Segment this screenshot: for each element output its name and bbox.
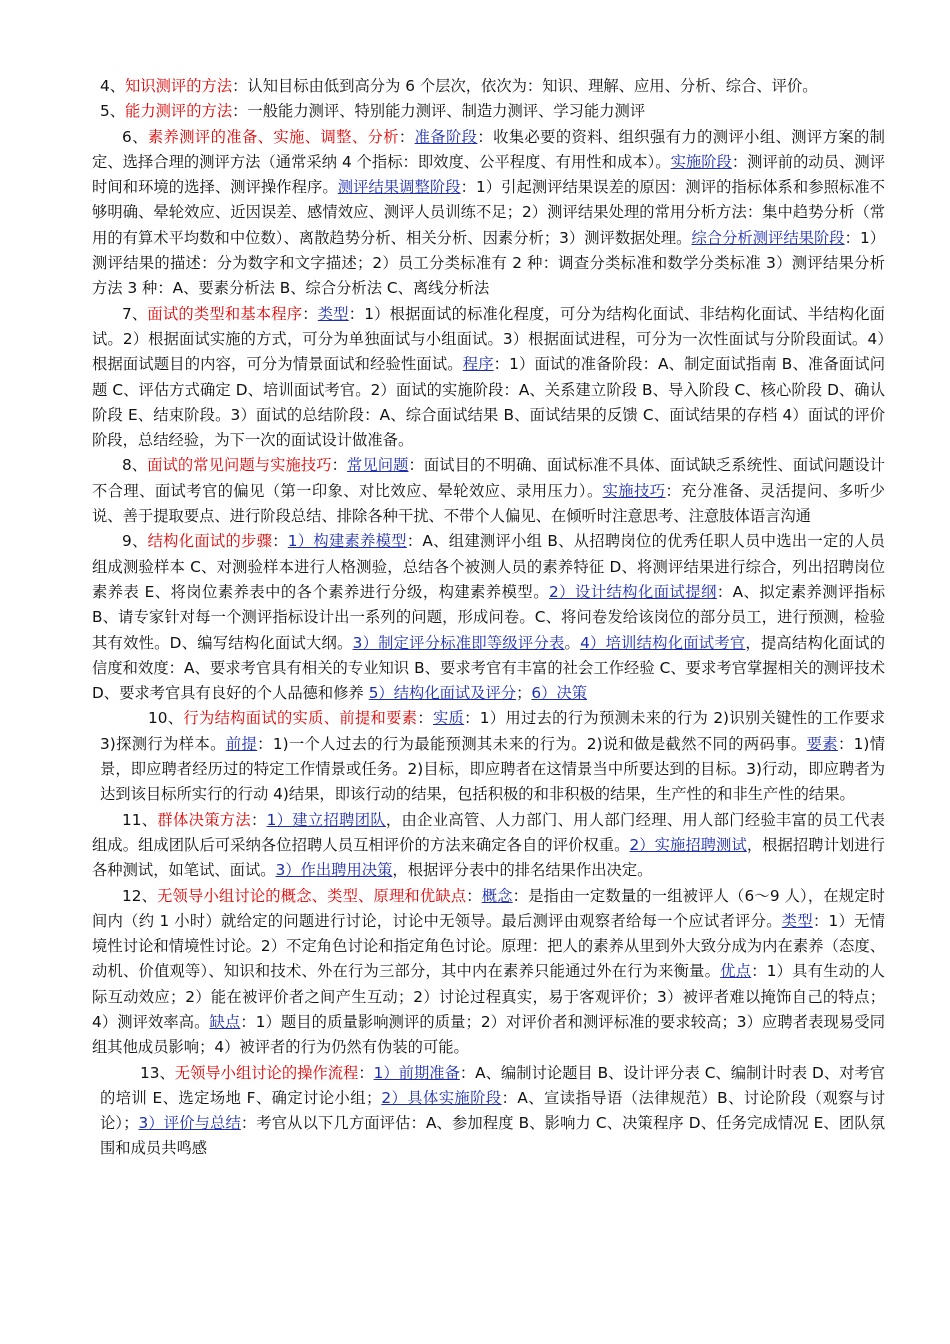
item-number: 10、 <box>148 709 184 728</box>
body-text: ： <box>302 304 318 323</box>
body-text: ：1)一个人过去的行为最能预测其未来的行为。2)说和做是截然不同的两码事。 <box>257 734 807 753</box>
item-number: 4、 <box>100 77 126 95</box>
item-title: 面试的常见问题与实施技巧 <box>147 456 332 475</box>
section-link[interactable]: 准备阶段 <box>414 127 478 146</box>
section-link[interactable]: 2）具体实施阶段 <box>381 1088 502 1107</box>
body-text: ：1）引起测评结果误差的原因：测评的指标体系和参照标准不够明确、晕轮效应、近因误差、感情效应、测评人员训练不足；2）测评结果处理的常用分析方法：集中趋势分析（常用的有算术平均数和中位数）、离散趋势分析、相关分析、因素分析；3）测评数据处理。 <box>92 178 885 247</box>
body-text: ：考官从以下几方面评估：A、参加程度 B、影响力 C、决策程序 D、任务完成情况 E、团队氛围和成员共鸣感 <box>100 1114 885 1158</box>
item-title: 能力测评的方法 <box>125 102 233 121</box>
item-number: 12、 <box>122 886 158 905</box>
body-text: ：A、宣读指导语（法律规范）B、讨论阶段（观察与讨论）； <box>100 1088 886 1133</box>
body-text: ：1）题目的质量影响测评的质量；2）对评价者和测评标准的要求较高；3）应聘者表现易受同组其他成员影响；4）被评者的行为仍然有伪装的可能。 <box>92 1012 885 1057</box>
item-5 <box>92 99 885 124</box>
document-page <box>92 74 885 1162</box>
body-text: ，根据评分表中的排名结果作出决定。 <box>392 861 653 880</box>
item-title: 素养测评的准备、实施、调整、分析 <box>147 127 399 146</box>
body-text: ：收集必要的资料、组织强有力的测评小组、测评方案的制定、选择合理的测评方法（通常采纳 4 个指标：即效度、公平程度、有用性和成本）。 <box>92 127 885 171</box>
item-4 <box>92 74 885 99</box>
body-text: ：是指由一定数量的一组被评人（6～9 人），在规定时间内（约 1 小时）就给定的问题进行讨论，讨论中无领导。最后测评由观察者给每一个应试者评分。 <box>92 886 885 930</box>
body-text: ：认知目标由低到高分为 6 个层次，依次为：知识、理解、应用、分析、综合、评价。 <box>232 77 818 95</box>
section-link[interactable]: 3）作出聘用决策 <box>275 861 393 880</box>
body-text: ：A、拟定素养测评指标 B、请专家针对每一个测评指标设计出一系列的问题，形成问卷。C、将问卷发给该岗位的部分员工，进行预测，检验其有效性。D、编写结构化面试大纲。 <box>92 582 886 652</box>
section-link[interactable]: 1）构建素养模型 <box>287 532 407 551</box>
body-text: ：1)情景，即应聘者经历过的特定工作情景或任务。2)目标，即应聘者在这情景当中所要达到的目标。3)行动，即应聘者为达到该目标所实行的行动 4)结果，即该行动的结果，包括积极的和非积极的结果，生产性的和非生产性的结果。 <box>100 734 886 804</box>
section-link[interactable]: 2）实施招聘测试 <box>629 835 747 854</box>
item-number: 7、 <box>122 304 148 323</box>
body-text: ，根据招聘计划进行各种测试，如笔试、面试。 <box>92 835 885 880</box>
body-text: ：A、组建测评小组 B、从招聘岗位的优秀任职人员中选出一定的人员组成测验样本 C、对测验样本进行人格测验，总结各个被测人员的素养特征 D、将测评结果进行综合，列出招聘岗位素养表 E、将岗位素养表中的各个素养进行分级，构建素养模型。 <box>92 532 885 601</box>
item-12 <box>92 884 885 1061</box>
body-text: ： <box>251 810 267 829</box>
section-link[interactable]: 6）决策 <box>531 684 588 703</box>
section-link[interactable]: 3）评价与总结 <box>138 1114 241 1133</box>
section-link[interactable]: 5）结构化面试及评分 <box>368 684 517 703</box>
item-number: 11、 <box>122 810 158 829</box>
section-link[interactable]: 程序 <box>462 355 494 374</box>
body-text: ： <box>272 532 288 551</box>
item-title: 面试的类型和基本程序 <box>147 304 303 323</box>
body-text: ； <box>516 684 532 703</box>
section-link[interactable]: 综合分析测评结果阶段 <box>691 228 845 247</box>
item-8 <box>92 453 885 529</box>
item-11 <box>92 808 885 884</box>
body-text: ：1）面试的准备阶段：A、制定面试指南 B、准备面试问题 C、评估方式确定 D、培训面试考官。2）面试的实施阶段：A、关系建立阶段 B、导入阶段 C、核心阶段 D、确认阶段 E、结束阶段。3）面试的总结阶段：A、综合面试结果 B、面试结果的反馈 C、面试结果的存档 4）面试的评价阶段，总结经验，为下一次的面试设计做准备。 <box>92 355 885 450</box>
section-link[interactable]: 1）建立招聘团队 <box>266 810 386 829</box>
section-link[interactable]: 常见问题 <box>347 456 409 475</box>
section-link[interactable]: 类型 <box>781 911 813 930</box>
item-title: 群体决策方法 <box>157 810 252 829</box>
item-10 <box>92 706 885 807</box>
body-text: 。 <box>564 633 581 652</box>
section-link[interactable]: 前提 <box>225 734 258 753</box>
section-link[interactable]: 类型 <box>317 304 349 323</box>
section-link[interactable]: 要素 <box>806 734 838 753</box>
item-title: 无领导小组讨论的操作流程 <box>174 1063 359 1082</box>
section-link[interactable]: 3）制定评分标准即等级评分表 <box>352 633 565 652</box>
body-text: ：一般能力测评、特别能力测评、制造力测评、学习能力测评 <box>232 102 646 121</box>
item-9 <box>92 529 885 706</box>
body-text: ，由企业高管、人力部门、用人部门经理、用人部门经验丰富的员工代表组成。组成团队后可采纳各位招聘人员互相评价的方法来确定各自的评价权重。 <box>92 810 885 854</box>
body-text: ，提高结构化面试的信度和效度：A、要求考官具有相关的专业知识 B、要求考官有丰富的社会工作经验 C、要求考官掌握相关的测评技术 D、要求考官具有良好的个人品德和修养 <box>92 633 885 703</box>
section-link[interactable]: 测评结果调整阶段 <box>337 178 461 197</box>
item-title: 行为结构面试的实质、前提和要素 <box>183 709 418 728</box>
section-link[interactable]: 缺点 <box>209 1012 241 1031</box>
body-text: ：A、编制讨论题目 B、设计评分表 C、编制计时表 D、对考官的培训 E、选定场地 F、确定讨论小组； <box>100 1063 886 1107</box>
section-link[interactable]: 实施阶段 <box>670 152 732 171</box>
section-link[interactable]: 4）培训结构化面试考官 <box>580 633 746 652</box>
item-number: 8、 <box>122 456 148 475</box>
body-text: ： <box>331 456 348 475</box>
section-link[interactable]: 概念 <box>481 886 513 905</box>
body-text: ：1）具有生动的人际互动效应；2）能在被评价者之间产生互动；2）讨论过程真实，易于客观评价；3）被评者难以掩饰自己的特点；4）测评效率高。 <box>92 962 885 1031</box>
item-number: 5、 <box>100 102 126 121</box>
item-7 <box>92 302 885 454</box>
item-title: 无领导小组讨论的概念、类型、原理和优缺点 <box>157 886 467 905</box>
section-link[interactable]: 2）设计结构化面试提纲 <box>548 582 717 601</box>
section-link[interactable]: 1）前期准备 <box>373 1063 460 1082</box>
body-text: ：1）测评结果的描述：分为数字和文字描述；2）员工分类标准有 2 种：调查分类标准和数学分类标准 3）测评结果分析方法 3 种：A、要素分析法 B、综合分析法 C、离线分析法 <box>92 228 885 298</box>
body-text: ： <box>417 709 433 728</box>
section-link[interactable]: 实质 <box>432 709 465 728</box>
body-text: ： <box>358 1063 374 1082</box>
body-text: ：1）无情境性讨论和情境性讨论。2）不定角色讨论和指定角色讨论。原理：把人的素养从里到外大致分成为内在素养（态度、动机、价值观等）、知识和技术、外在行为三部分，其中内在素养只能通过外在行为来衡量。 <box>92 911 885 981</box>
body-text: ：测评前的动员、测评时间和环境的选择、测评操作程序。 <box>92 152 885 197</box>
item-title: 知识测评的方法 <box>125 77 233 95</box>
item-number: 9、 <box>122 532 148 551</box>
body-text: ：面试目的不明确、面试标准不具体、面试缺乏系统性、面试问题设计不合理、面试考官的偏见（第一印象、对比效应、晕轮效应、录用压力）。 <box>92 456 885 500</box>
body-text: ： <box>466 886 482 905</box>
item-number: 13、 <box>140 1063 175 1082</box>
body-text: ：1）根据面试的标准化程度，可分为结构化面试、非结构化面试、半结构化面试。2）根据面试实施的方式，可分为单独面试与小组面试。3）根据面试进程，可分为一次性面试与分阶段面试。4）根据面试题目的内容，可分为情景面试和经验性面试。 <box>92 304 885 374</box>
body-text: ： <box>398 127 415 146</box>
item-number: 6、 <box>122 127 148 146</box>
body-text: ：1）用过去的行为预测未来的行为 2)识别关键性的工作要求 3)探测行为样本。 <box>100 709 885 753</box>
section-link[interactable]: 优点 <box>720 962 752 981</box>
item-6 <box>92 125 885 302</box>
item-title: 结构化面试的步骤 <box>147 532 273 551</box>
item-13 <box>92 1061 885 1162</box>
section-link[interactable]: 实施技巧 <box>602 481 666 500</box>
body-text: ：充分准备、灵活提问、多听少说、善于提取要点、进行阶段总结、排除各种干扰、不带个人偏见、在倾听时注意思考、注意肢体语言沟通 <box>92 481 885 526</box>
